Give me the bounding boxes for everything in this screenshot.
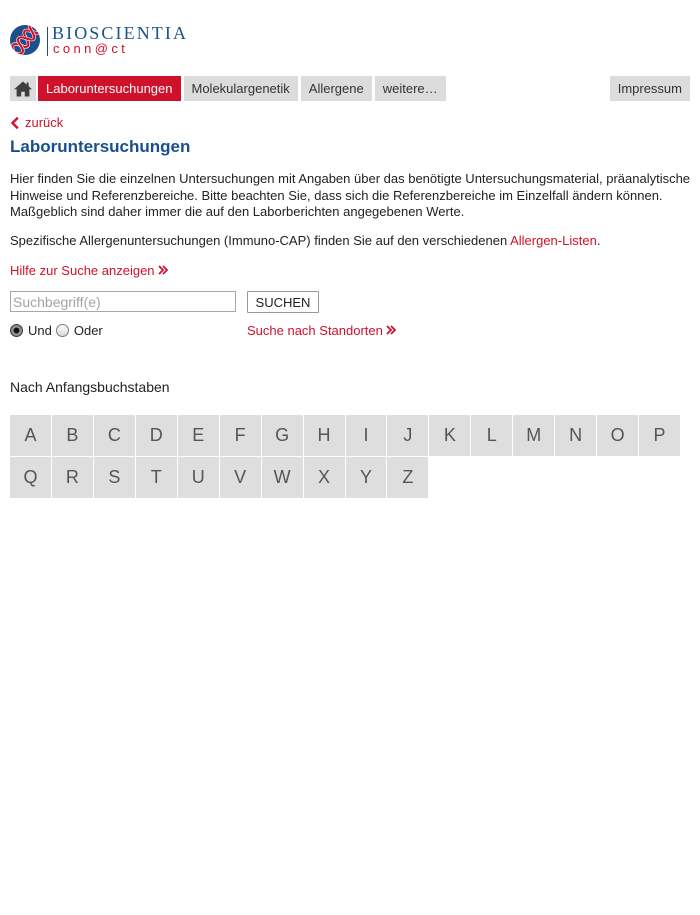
radio-und-label: Und: [28, 322, 52, 338]
letter-y[interactable]: Y: [346, 457, 387, 498]
logo[interactable]: [10, 25, 195, 57]
letter-p[interactable]: P: [639, 415, 680, 456]
letter-t[interactable]: T: [136, 457, 177, 498]
allergen-note-text: Spezifische Allergenuntersuchungen (Immuno-CAP) finden Sie auf den verschiedenen: [10, 233, 511, 248]
logo-subtitle: conn@ct: [53, 41, 129, 56]
letter-u[interactable]: U: [178, 457, 219, 498]
letter-c[interactable]: C: [94, 415, 135, 456]
search-input[interactable]: [10, 291, 236, 312]
letter-e[interactable]: E: [178, 415, 219, 456]
search-help-label: Hilfe zur Suche anzeigen: [10, 262, 155, 278]
letters-heading: Nach Anfangsbuchstaben: [10, 379, 170, 395]
search-mode-und[interactable]: [10, 323, 52, 338]
letter-g[interactable]: G: [262, 415, 303, 456]
search-mode-group: [10, 322, 107, 338]
home-button[interactable]: [10, 76, 36, 101]
location-search-link[interactable]: [247, 322, 396, 338]
letter-x[interactable]: X: [304, 457, 345, 498]
letter-k[interactable]: K: [429, 415, 470, 456]
home-icon: [14, 81, 32, 97]
back-link[interactable]: [10, 115, 63, 131]
double-chevron-right-icon: [386, 325, 396, 335]
tab-laboruntersuchungen[interactable]: Laboruntersuchungen: [38, 76, 181, 101]
tab-allergene[interactable]: Allergene: [301, 76, 372, 101]
logo-brand: BIOSCIENTIA: [52, 23, 189, 43]
letter-v[interactable]: V: [220, 457, 261, 498]
search-help-link[interactable]: [10, 262, 168, 278]
letter-w[interactable]: W: [262, 457, 303, 498]
letter-n[interactable]: N: [555, 415, 596, 456]
radio-oder-label: Oder: [73, 322, 103, 338]
logo-divider: [47, 27, 48, 56]
allergen-note-suffix: .: [596, 233, 601, 248]
tab-molekulargenetik[interactable]: Molekulargenetik: [184, 76, 298, 101]
letter-l[interactable]: L: [471, 415, 512, 456]
letter-s[interactable]: S: [94, 457, 135, 498]
search-mode-oder[interactable]: [56, 323, 103, 338]
letter-z[interactable]: Z: [387, 457, 428, 498]
radio-oder[interactable]: [56, 324, 69, 337]
radio-und[interactable]: [10, 324, 23, 337]
letter-r[interactable]: R: [52, 457, 93, 498]
letter-j[interactable]: J: [387, 415, 428, 456]
letter-q[interactable]: Q: [10, 457, 51, 498]
location-search-label: Suche nach Standorten: [247, 322, 383, 338]
search-button[interactable]: SUCHEN: [247, 291, 319, 313]
letter-o[interactable]: O: [597, 415, 638, 456]
impressum-link[interactable]: Impressum: [610, 76, 690, 101]
double-chevron-right-icon: [158, 265, 168, 275]
letter-grid: [10, 415, 680, 498]
letter-b[interactable]: B: [52, 415, 93, 456]
letter-h[interactable]: H: [304, 415, 345, 456]
letter-f[interactable]: F: [220, 415, 261, 456]
letter-m[interactable]: M: [513, 415, 554, 456]
allergen-note: [10, 233, 696, 250]
letter-d[interactable]: D: [136, 415, 177, 456]
letter-i[interactable]: I: [346, 415, 387, 456]
main-nav: [10, 76, 690, 101]
allergen-lists-link[interactable]: Allergen-Listen: [510, 233, 597, 248]
dna-logo-icon: [10, 25, 40, 55]
page-title: Laboruntersuchungen: [10, 137, 191, 156]
letter-a[interactable]: A: [10, 415, 51, 456]
intro-text: Hier finden Sie die einzelnen Untersuchungen mit Angaben über das benötigte Untersuchungsmaterial, präanalytische Hinweise und Referenzbereiche. Bitte beachten Sie, dass sich die Referenzbereiche im Einzelfall ändern können. Maßgeblich sind daher immer die auf den Laborberichten angegebenen Werte.: [10, 171, 691, 219]
tab-weitere[interactable]: weitere…: [375, 76, 446, 101]
back-label: zurück: [25, 115, 64, 130]
chevron-left-icon: [10, 117, 19, 129]
